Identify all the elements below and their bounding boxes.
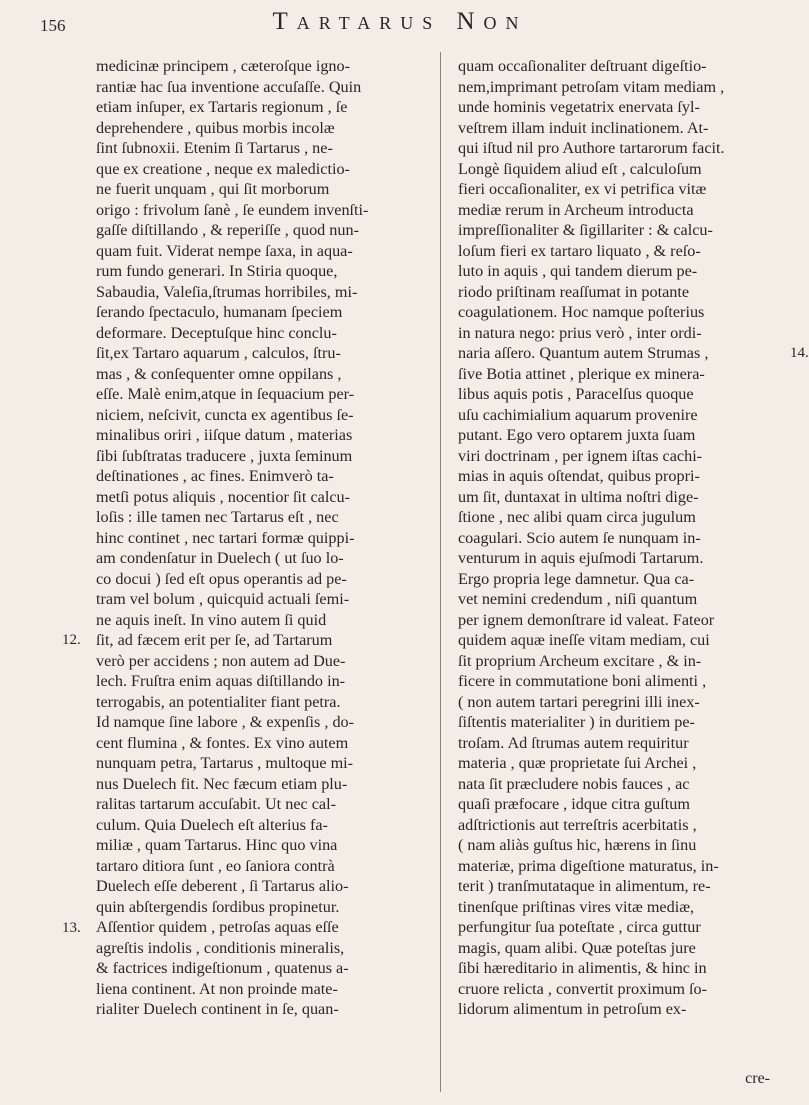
- page-number: 156: [40, 16, 66, 35]
- text-line: verò per accidens ; non autem ad Due-: [96, 651, 346, 670]
- text-line: quidem aquæ ineſſe vitam mediam, cui: [458, 631, 710, 649]
- text-line: nus Duelech fit. Nec fæcum etiam plu-: [96, 774, 348, 793]
- text-line: rialiter Duelech continent in ſe, quan-: [96, 1000, 339, 1018]
- text-line: & factrices indigeſtionum , quatenus a-: [96, 959, 349, 977]
- text-line: viri doctrinam , per ignem iſtas cachi-: [458, 446, 703, 465]
- text-line: nunquam petra, Tartarus , multoque mi-: [96, 754, 354, 772]
- text-line: Aſſentior quidem , petroſas aquas eſſe: [96, 918, 339, 936]
- text-line: ſtione , nec alibi quam circa jugulum: [458, 508, 696, 526]
- text-line: ſibi hæreditario in alimentis, & hinc in: [458, 959, 707, 977]
- text-line: ( nam aliàs guſtus hic, hærens in ſinu: [458, 836, 697, 854]
- text-line: luto in aquis , qui tandem dierum pe-: [458, 262, 698, 280]
- right-column: [458, 56, 786, 1020]
- text-line: ( non autem tartari peregrini illi inex-: [458, 692, 700, 711]
- text-line: mias in aquis oſtendat, quibus propri-: [458, 467, 700, 485]
- text-line: quam occaſionaliter deſtruant digeſtio-: [458, 57, 707, 75]
- text-line: troſam. Ad ſtrumas autem requiritur: [458, 733, 689, 752]
- text-line: origo : frivolum ſanè , ſe eundem invenſti-: [96, 200, 369, 219]
- text-line: quaſi præfocare , idque citra guſtum: [458, 795, 690, 813]
- text-line: impreſſionaliter & ſigillariter : & calcu-: [458, 221, 713, 239]
- text-line: mediæ rerum in Archeum introducta: [458, 200, 694, 219]
- text-line: ſit,ex Tartaro aquarum , calculos, ſtru-: [96, 344, 341, 362]
- text-line: cent flumina , & fontes. Ex vino autem: [96, 733, 349, 752]
- text-line: ſit, ad fæcem erit per ſe, ad Tartarum: [96, 631, 333, 649]
- text-line: ſit proprium Archeum excitare , & in-: [458, 651, 702, 670]
- text-line: ſiſtentis materialiter ) in duritiem pe-: [458, 713, 695, 731]
- text-line: coagulationem. Hoc namque poſterius: [458, 303, 705, 321]
- text-line: Ergo propria lege damnetur. Qua ca-: [458, 569, 695, 588]
- text-line: hinc continet , nec tartari formæ quippi-: [96, 528, 355, 547]
- text-line: tartaro ditiora ſunt , eo ſaniora contrà: [96, 856, 335, 875]
- text-line: niciem, neſcivit, cuncta ex agentibus ſe-: [96, 405, 354, 424]
- text-line: uſu cachimialium aquarum provenire: [458, 405, 698, 424]
- text-line: cruore relicta , convertit proximum ſo-: [458, 979, 708, 998]
- text-line: culum. Quia Duelech eſt alterius fa-: [96, 815, 328, 834]
- text-line: perfungitur ſua poteſtate , circa guttur: [458, 918, 701, 936]
- text-line: loſum fieri ex tartaro liquato , & reſo-: [458, 241, 701, 260]
- text-line: putant. Ego vero optarem juxta ſuam: [458, 426, 696, 444]
- text-line: eſſe. Malè enim,atque in ſequacium per-: [96, 385, 355, 403]
- text-line: Sabaudia, Valeſia,ſtrumas horribiles, mi-: [96, 282, 358, 301]
- text-line: tinenſque priſtinas vires vitæ mediæ,: [458, 897, 695, 916]
- text-line: loſis : ille tamen nec Tartarus eſt , nec: [96, 508, 339, 526]
- text-line: unde hominis vegetatrix enervata ſyl-: [458, 98, 700, 116]
- catchword: cre-: [745, 1070, 770, 1087]
- text-line: ne fuerit unquam , qui ſit morborum: [96, 180, 330, 198]
- text-line: deſtinationes , ac fines. Enimverò ta-: [96, 467, 334, 485]
- text-line: am condenſatur in Duelech ( ut ſuo lo-: [96, 549, 344, 567]
- text-line: lidorum alimentum in petroſum ex-: [458, 1000, 687, 1018]
- text-line: quin abſtergendis ſordibus propinetur.: [96, 897, 340, 916]
- text-line: ralitas tartarum accuſabit. Ut nec cal-: [96, 795, 336, 813]
- text-line: lech. Fruſtra enim aquas diſtillando in-: [96, 672, 346, 690]
- text-line: riodo priſtinam reaſſumat in potante: [458, 282, 690, 301]
- text-line: mas , & conſequenter omne oppilans ,: [96, 364, 342, 383]
- text-line: etiam inſuper, ex Tartaris regionum , ſe: [96, 98, 348, 116]
- text-line: magis, quam alibi. Quæ poteſtas jure: [458, 938, 696, 957]
- text-line: ſint ſubnoxii. Etenim ſi Tartarus , ne-: [96, 139, 333, 157]
- text-line: Duelech eſſe deberent , ſi Tartarus alio-: [96, 877, 349, 895]
- text-line: minalibus oriri , iiſque datum , materias: [96, 426, 353, 444]
- marginal-number-12: 12.: [62, 632, 81, 648]
- text-line: metſi potus aliquis , nocentior ſit calcu-: [96, 487, 350, 506]
- text-line: adſtrictionis aut terreſtris acerbitatis ,: [458, 815, 697, 834]
- text-line: rantiæ hac ſua inventione accuſaſſe. Quin: [96, 77, 362, 96]
- text-line: ſive Botia attinet , pleriquе ex minera-: [458, 364, 705, 383]
- text-line: nata ſit præcludere nobis fauces , ac: [458, 774, 690, 793]
- text-line: medicinæ principem , cæteroſque igno-: [96, 57, 350, 75]
- text-line: ſerando ſpectaculo, humanam ſpeciem: [96, 303, 343, 321]
- text-line: deprehendere , quibus morbis incolæ: [96, 118, 335, 137]
- text-line: ne aquis ineſt. In vino autem ſi quid: [96, 610, 327, 629]
- text-line: vet nemini credendum , niſi quantum: [458, 590, 698, 608]
- text-line: terrogabis, an potentialiter fiant petra.: [96, 692, 341, 711]
- text-line: fieri occaſionaliter, ex vi petrifica vitæ: [458, 180, 707, 198]
- text-line: terit ) tranſmutataque in alimentum, re-: [458, 877, 711, 895]
- text-line: naria aſſero. Quantum autem Strumas ,: [458, 344, 709, 362]
- text-line: qui iſtud nil pro Authore tartarorum facit.: [458, 139, 725, 157]
- column-rule: [440, 52, 441, 1092]
- text-line: que ex creatione , neque ex maledictio-: [96, 159, 350, 178]
- text-line: Id namque ſine labore , & expenſis , do-: [96, 713, 355, 731]
- text-line: coagulari. Scio autem ſe nunquam in-: [458, 528, 701, 547]
- text-line: tram vel bolum , quicquid actuali ſemi-: [96, 590, 350, 608]
- text-line: um ſit, duntaxat in ultima noſtri dige-: [458, 487, 699, 506]
- text-line: veſtrem illam induit inclinationem. At-: [458, 118, 709, 137]
- marginal-number-14: 14.: [790, 345, 809, 361]
- running-head: Tartarus Non: [272, 8, 528, 35]
- text-line: per ignem demonſtrare id valeat. Fateor: [458, 610, 715, 629]
- text-line: materiæ, prima digeſtione maturatus, in-: [458, 856, 719, 875]
- left-column: [96, 56, 424, 1020]
- text-line: nem,imprimant petroſam vitam mediam ,: [458, 77, 725, 96]
- text-line: materia , quæ proprietate ſui Archei ,: [458, 754, 697, 772]
- text-line: venturum in aquis ejuſmodi Tartarum.: [458, 549, 704, 567]
- text-line: liena continent. At non proinde mate-: [96, 979, 338, 998]
- text-line: ſibi ſubſtratas traducere , juxta ſeminum: [96, 446, 353, 465]
- text-line: quam fuit. Viderat nempe ſaxa, in aqua-: [96, 241, 353, 260]
- marginal-number-13: 13.: [62, 920, 81, 936]
- text-line: gaſſe diſtillando , & reperiſſe , quod nun-: [96, 221, 359, 239]
- text-line: deformare. Deceptuſque hinc conclu-: [96, 323, 337, 342]
- text-line: ficere in commutatione boni alimenti ,: [458, 672, 707, 690]
- text-line: co docui ) ſed eſt opus operantis ad pe-: [96, 569, 347, 588]
- text-line: in natura nego: prius verò , inter ordi-: [458, 323, 702, 342]
- text-line: libus aquis potis , Paracelſus quoque: [458, 385, 694, 403]
- text-line: agreſtis indolis , conditionis mineralis,: [96, 938, 345, 957]
- text-line: miliæ , quam Tartarus. Hinc quo vina: [96, 836, 338, 854]
- text-line: rum fundo generari. In Stiria quoque,: [96, 262, 338, 280]
- text-line: Longè ſiquidem aliud eſt , calculoſum: [458, 159, 702, 178]
